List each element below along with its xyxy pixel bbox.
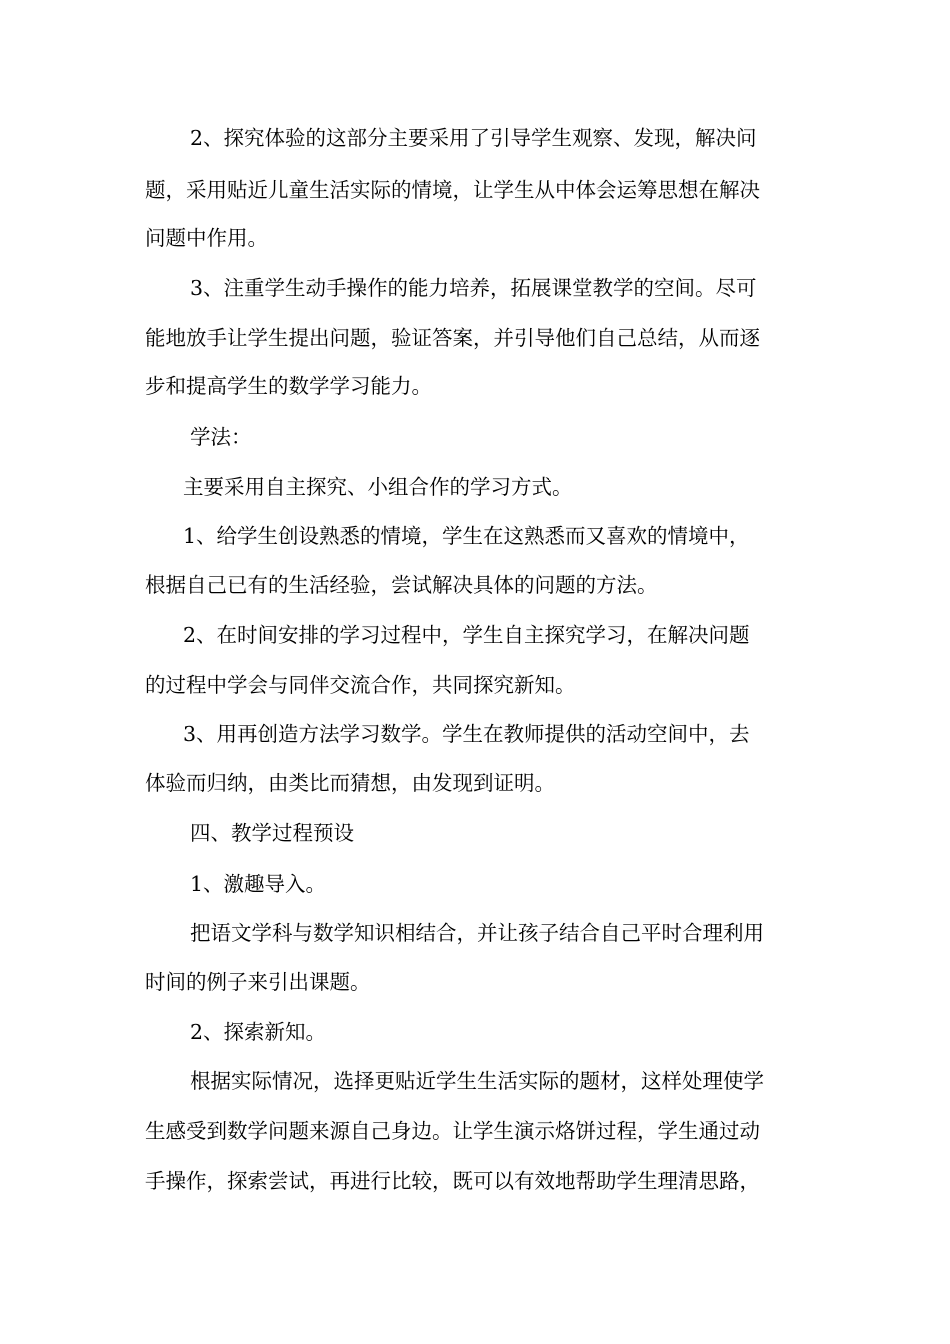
text-line: 2、探究体验的这部分主要采用了引导学生观察、发现，解决问: [190, 126, 757, 150]
text-line: 题，采用贴近儿童生活实际的情境，让学生从中体会运筹思想在解决: [145, 178, 760, 202]
text-line: 时间的例子来引出课题。: [145, 970, 371, 994]
text-line: 生感受到数学问题来源自己身边。让学生演示烙饼过程，学生通过动: [145, 1119, 760, 1143]
text-line: 3、注重学生动手操作的能力培养，拓展课堂教学的空间。尽可: [190, 276, 757, 300]
text-line: 能地放手让学生提出问题，验证答案，并引导他们自己总结，从而逐: [145, 326, 760, 350]
text-line: 手操作，探索尝试，再进行比较，既可以有效地帮助学生理清思路，: [145, 1169, 760, 1193]
text-line: 根据自己已有的生活经验，尝试解决具体的问题的方法。: [145, 573, 658, 597]
text-line: 主要采用自主探究、小组合作的学习方式。: [183, 475, 573, 499]
text-line: 的过程中学会与同伴交流合作，共同探究新知。: [145, 673, 576, 697]
subsection-heading: 1、激趣导入。: [190, 872, 327, 896]
text-line: 1、给学生创设熟悉的情境，学生在这熟悉而又喜欢的情境中，: [183, 524, 750, 548]
text-line: 问题中作用。: [145, 226, 268, 250]
text-line: 3、用再创造方法学习数学。学生在教师提供的活动空间中，去: [183, 722, 750, 746]
text-line: 步和提高学生的数学学习能力。: [145, 374, 432, 398]
text-line: 体验而归纳，由类比而猜想，由发现到证明。: [145, 771, 555, 795]
section-label: 学法：: [190, 425, 252, 449]
section-heading: 四、教学过程预设: [190, 821, 354, 845]
text-line: 2、在时间安排的学习过程中，学生自主探究学习，在解决问题: [183, 623, 750, 647]
subsection-heading: 2、探索新知。: [190, 1020, 327, 1044]
text-line: 根据实际情况，选择更贴近学生生活实际的题材，这样处理使学: [190, 1069, 764, 1093]
text-line: 把语文学科与数学知识相结合，并让孩子结合自己平时合理利用: [190, 921, 764, 945]
